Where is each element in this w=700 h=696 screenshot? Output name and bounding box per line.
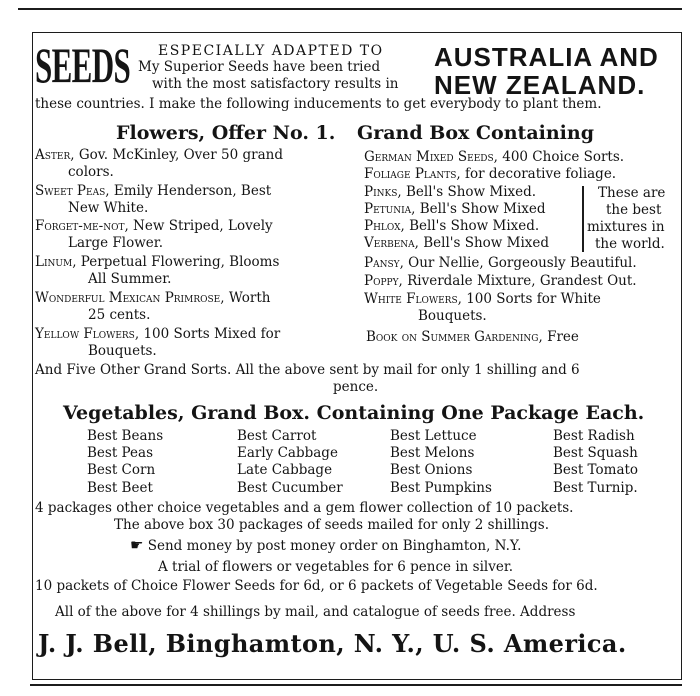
flower-item-cont: New White. — [68, 200, 149, 216]
offer-line-6: All of the above for 4 shillings by mail, and catalogue of seeds free. Address — [55, 604, 576, 620]
vegetable-item: Best Corn — [87, 462, 156, 478]
offer-line-2: The above box 30 packages of seeds mailed for only 2 shillings. — [114, 517, 550, 533]
vegetable-item: Best Melons — [390, 445, 475, 461]
vegetable-item: Early Cabbage — [237, 445, 338, 461]
flower-item: Sweet Peas, Emily Henderson, Best — [35, 183, 272, 199]
side-note-line: mixtures in — [587, 219, 665, 235]
flower-item-cont: Large Flower. — [68, 235, 164, 251]
vegetable-item: Best Beans — [87, 428, 164, 444]
vegetables-heading: Vegetables, Grand Box. Containing One Package Each. — [63, 402, 645, 424]
header-line-3: with the most satisfactory results in — [152, 76, 399, 92]
box-item: Pinks, Bell's Show Mixed. — [364, 184, 537, 200]
vegetable-item: Best Radish — [553, 428, 635, 444]
vegetable-item: Best Peas — [87, 445, 153, 461]
side-note-line: the best — [606, 202, 662, 218]
grand-box-heading: Grand Box Containing — [357, 122, 594, 144]
box-item: Phlox, Bell's Show Mixed. — [364, 218, 540, 234]
flower-item: Linum, Perpetual Flowering, Blooms — [35, 254, 280, 270]
box-item: Pansy, Our Nellie, Gorgeously Beautiful. — [364, 255, 637, 271]
box-item-cont: Bouquets. — [418, 308, 487, 324]
vegetable-item: Best Lettuce — [390, 428, 477, 444]
vegetable-item: Best Turnip. — [553, 480, 638, 496]
flower-item-cont: Bouquets. — [88, 343, 157, 359]
box-item: Poppy, Riverdale Mixture, Grandest Out. — [364, 273, 637, 289]
flower-item-cont: 25 cents. — [88, 307, 151, 323]
offer-line-4: A trial of flowers or vegetables for 6 pence in silver. — [158, 559, 514, 575]
flower-item: Forget-me-not, New Striped, Lovely — [35, 218, 273, 234]
advertiser-signature: J. J. Bell, Binghamton, N. Y., U. S. America. — [38, 629, 627, 658]
flower-item: Wonderful Mexican Primrose, Worth — [35, 290, 271, 306]
especially-line: ESPECIALLY ADAPTED TO — [158, 43, 384, 59]
flower-item-cont: All Summer. — [88, 271, 172, 287]
vegetable-item: Best Pumpkins — [390, 480, 492, 496]
side-note-line: the world. — [595, 236, 665, 252]
flowers-heading: Flowers, Offer No. 1. — [116, 122, 336, 144]
side-note-line: These are — [598, 185, 666, 201]
vegetable-item: Best Tomato — [553, 462, 639, 478]
offer-line-3: ☛ Send money by post money order on Binghamton, N.Y. — [130, 536, 522, 554]
vegetable-item: Best Squash — [553, 445, 638, 461]
offer-line-5: 10 packets of Choice Flower Seeds for 6d, or 6 packets of Vegetable Seeds for 6d. — [35, 578, 598, 594]
vegetable-item: Best Cucumber — [237, 480, 343, 496]
flower-item: Yellow Flowers, 100 Sorts Mixed for — [35, 326, 281, 342]
vegetable-item: Best Beet — [87, 480, 153, 496]
box-item: Verbena, Bell's Show Mixed — [364, 235, 550, 251]
region-new-zealand: NEW ZEALAND. — [434, 70, 646, 100]
box-item: German Mixed Seeds, 400 Choice Sorts. — [364, 149, 625, 165]
summary-line-1: And Five Other Grand Sorts. All the above sent by mail for only 1 shilling and 6 — [35, 362, 580, 378]
flower-item-cont: colors. — [68, 164, 114, 180]
region-australia: AUSTRALIA AND — [434, 42, 659, 72]
box-item: Book on Summer Gardening, Free — [366, 329, 579, 345]
vegetable-item: Best Onions — [390, 462, 473, 478]
header-line-2: My Superior Seeds have been tried — [138, 59, 381, 75]
offer-line-1: 4 packages other choice vegetables and a gem flower collection of 10 packets. — [35, 500, 574, 516]
bottom-rule — [30, 684, 682, 686]
pointing-hand-icon: ☛ — [130, 536, 144, 554]
top-rule — [18, 8, 682, 10]
flower-item: Aster, Gov. McKinley, Over 50 grand — [35, 147, 283, 163]
vegetable-item: Best Carrot — [237, 428, 317, 444]
header-line-4: these countries. I make the following inducements to get everybody to plant them. — [35, 96, 602, 112]
box-item: White Flowers, 100 Sorts for White — [364, 291, 601, 307]
summary-line-2: pence. — [333, 379, 379, 395]
box-item: Foliage Plants, for decorative foliage. — [364, 166, 617, 182]
side-note-divider — [582, 186, 584, 252]
seeds-title: SEEDS — [35, 37, 131, 93]
box-item: Petunia, Bell's Show Mixed — [364, 201, 546, 217]
vegetable-item: Late Cabbage — [237, 462, 333, 478]
